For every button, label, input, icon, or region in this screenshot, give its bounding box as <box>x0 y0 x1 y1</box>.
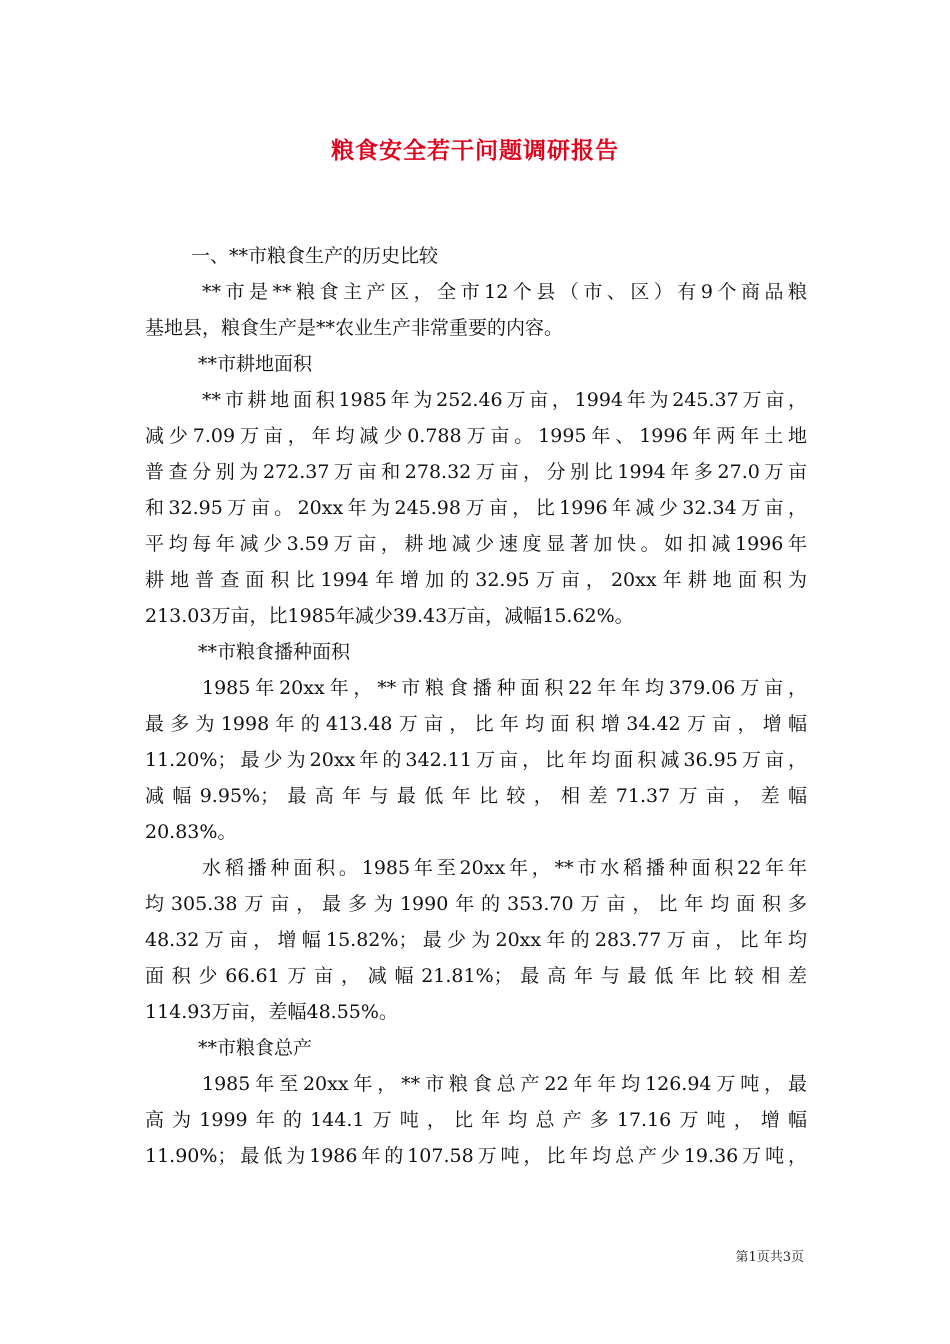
paragraph-line: 11.90%；最低为1986年的107.58万吨，比年均总产少19.36万吨， <box>145 1145 807 1167</box>
paragraph-line: 1985年至20xx年，**市粮食总产22年年均126.94万吨，最 <box>202 1073 807 1095</box>
paragraph-line: 基地县，粮食生产是**农业生产非常重要的内容。 <box>145 317 564 339</box>
paragraph-line: 213.03万亩，比1985年减少39.43万亩，减幅15.62%。 <box>145 605 634 627</box>
subsection-heading: **市粮食播种面积 <box>198 641 351 663</box>
paragraph-line: **市耕地面积1985年为252.46万亩，1994年为245.37万亩， <box>202 389 807 411</box>
paragraph-line: **市是**粮食主产区，全市12个县（市、区）有9个商品粮 <box>202 281 807 303</box>
paragraph-line: 20.83%。 <box>145 821 237 843</box>
paragraph-line: 最多为1998年的413.48万亩，比年均面积增34.42万亩，增幅 <box>145 713 807 735</box>
subsection-heading: **市耕地面积 <box>198 353 313 375</box>
paragraph-line: 平均每年减少3.59万亩，耕地减少速度显著加快。如扣减1996年 <box>145 533 807 555</box>
paragraph-line: 114.93万亩，差幅48.55%。 <box>145 1001 398 1023</box>
paragraph-line: 1985年20xx年，**市粮食播种面积22年年均379.06万亩， <box>202 677 807 699</box>
subsection-heading: **市粮食总产 <box>198 1037 313 1059</box>
paragraph-line: 高为1999年的144.1万吨，比年均总产多17.16万吨，增幅 <box>145 1109 807 1131</box>
paragraph-line: 耕地普查面积比1994年增加的32.95万亩，20xx年耕地面积为 <box>145 569 807 591</box>
paragraph-line: 11.20%；最少为20xx年的342.11万亩，比年均面积减36.95万亩， <box>145 749 807 771</box>
paragraph-line: 48.32万亩，增幅15.82%；最少为20xx年的283.77万亩，比年均 <box>145 929 807 951</box>
paragraph-line: 均305.38万亩，最多为1990年的353.70万亩，比年均面积多 <box>145 893 807 915</box>
paragraph-line: 水稻播种面积。1985年至20xx年，**市水稻播种面积22年年 <box>202 857 807 879</box>
paragraph-line: 面积少66.61万亩，减幅21.81%；最高年与最低年比较相差 <box>145 965 807 987</box>
paragraph-line: 减少7.09万亩，年均减少0.788万亩。1995年、1996年两年土地 <box>145 425 807 447</box>
page-number: 第1页共3页 <box>735 1250 804 1265</box>
section-heading: 一、**市粮食生产的历史比较 <box>191 245 439 267</box>
document-body <box>145 238 807 1174</box>
paragraph-line: 和32.95万亩。20xx年为245.98万亩，比1996年减少32.34万亩， <box>145 497 807 519</box>
paragraph-line: 普查分别为272.37万亩和278.32万亩，分别比1994年多27.0万亩 <box>145 461 807 483</box>
document-title: 粮食安全若干问题调研报告 <box>331 137 619 164</box>
paragraph-line: 减幅9.95%；最高年与最低年比较，相差71.37万亩，差幅 <box>145 785 807 807</box>
